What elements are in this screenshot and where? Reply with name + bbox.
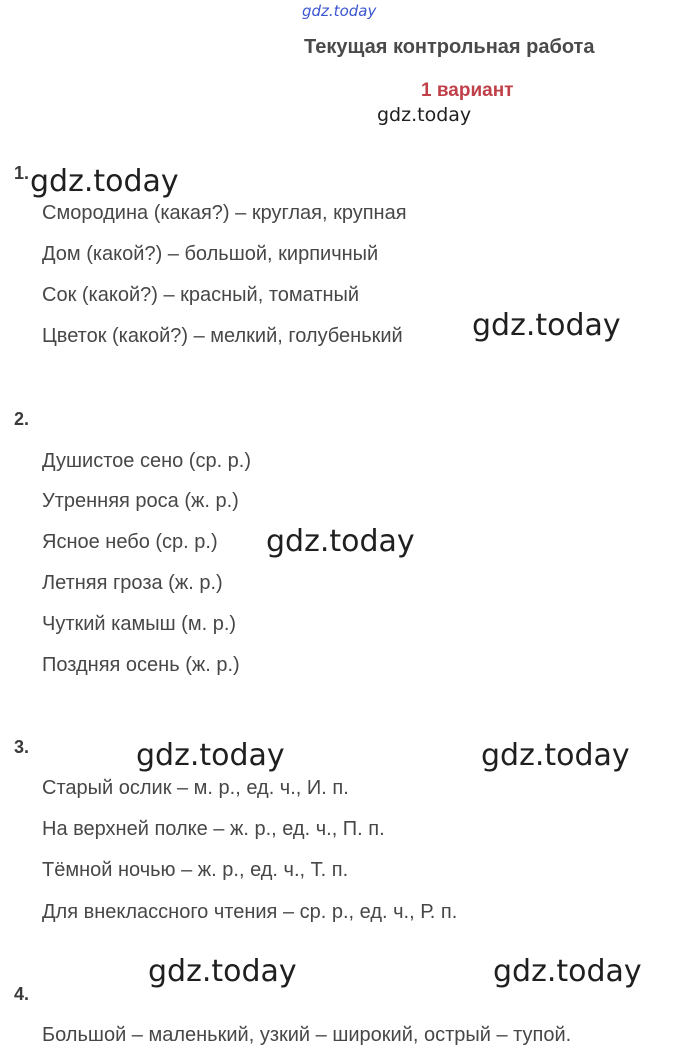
section-1-line-2: Дом (какой?) – большой, кирпичный	[42, 243, 379, 265]
section-1-line-4: Цветок (какой?) – мелкий, голубенький	[42, 325, 403, 347]
section-4-line-1: Большой – маленький, узкий – широкий, острый – тупой.	[42, 1024, 572, 1046]
section-3-line-4: Для внеклассного чтения – ср. р., ед. ч., Р. п.	[42, 901, 458, 923]
section-2-line-2: Утренняя роса (ж. р.)	[42, 490, 239, 512]
section-1-line-1: Смородина (какая?) – круглая, крупная	[42, 202, 407, 224]
section-number-1: 1.	[14, 163, 30, 183]
section-2-line-4: Летняя гроза (ж. р.)	[42, 572, 223, 594]
watermark-section-4-right: gdz.today	[493, 954, 642, 989]
watermark-section-1-right: gdz.today	[472, 308, 621, 343]
section-1-line-3: Сок (какой?) – красный, томатный	[42, 284, 360, 306]
watermark-section-4-left: gdz.today	[148, 954, 297, 989]
section-number-4: 4.	[14, 984, 30, 1004]
section-number-3: 3.	[14, 737, 30, 757]
section-2-line-6: Поздняя осень (ж. р.)	[42, 654, 240, 676]
section-number-2: 2.	[14, 409, 30, 429]
watermark-top: gdz.today	[302, 2, 377, 20]
watermark-section-3-left: gdz.today	[136, 738, 285, 773]
section-3-line-3: Тёмной ночью – ж. р., ед. ч., Т. п.	[42, 859, 349, 881]
section-3-line-1: Старый ослик – м. р., ед. ч., И. п.	[42, 777, 349, 799]
variant-label: 1 вариант	[421, 80, 514, 101]
section-3-line-2: На верхней полке – ж. р., ед. ч., П. п.	[42, 818, 385, 840]
page-title: Текущая контрольная работа	[304, 36, 595, 58]
watermark-under-variant: gdz.today	[377, 104, 472, 126]
section-2-line-1: Душистое сено (ср. р.)	[42, 450, 252, 472]
watermark-section-2: gdz.today	[266, 524, 415, 559]
watermark-section-3-right: gdz.today	[481, 738, 630, 773]
section-2-line-5: Чуткий камыш (м. р.)	[42, 613, 237, 635]
watermark-section-1: gdz.today	[30, 164, 179, 199]
section-2-line-3: Ясное небо (ср. р.)	[42, 531, 218, 553]
